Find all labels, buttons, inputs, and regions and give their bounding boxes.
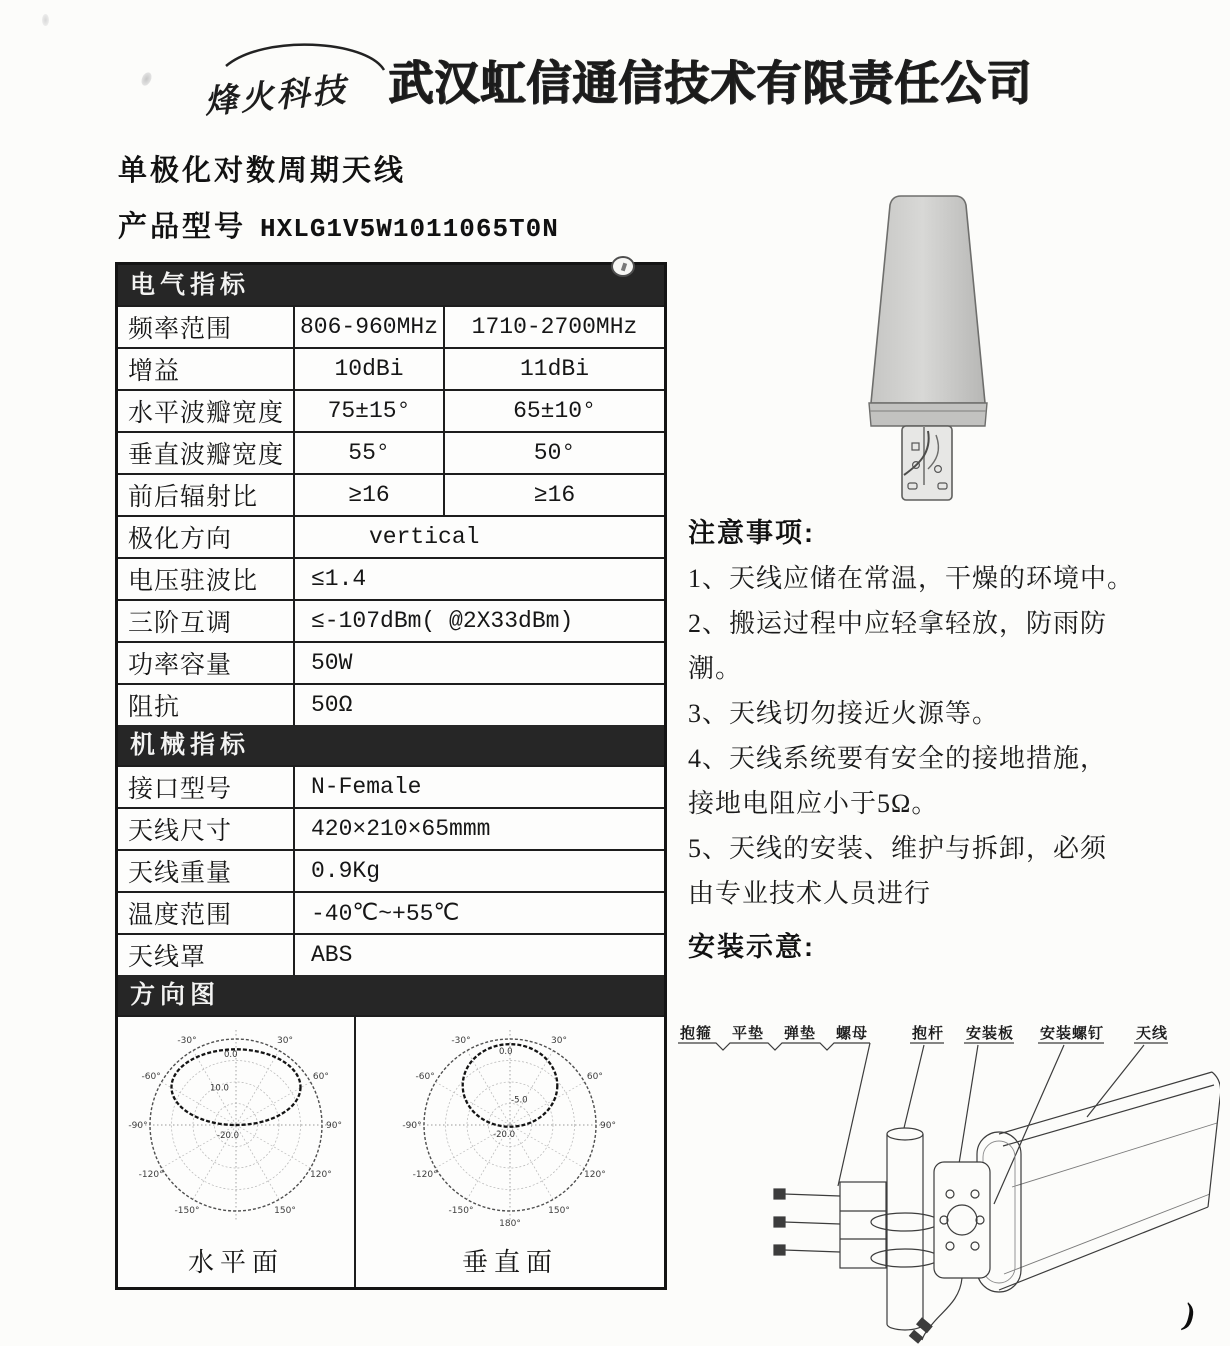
electrical-row <box>118 431 664 473</box>
electrical-row-value: 11dBi <box>443 349 664 389</box>
svg-text:-30°: -30° <box>451 1036 471 1047</box>
model-label: 产品型号 <box>118 211 247 243</box>
note-item: 5、天线的安装、维护与拆卸，必须 由专业技术人员进行 <box>688 834 1108 908</box>
pattern-cell <box>118 1017 354 1287</box>
svg-text:-120°: -120° <box>412 1170 438 1180</box>
svg-text:-20.0: -20.0 <box>493 1130 515 1140</box>
electrical-row <box>118 515 664 557</box>
electrical-row-value: 10dBi <box>293 349 443 389</box>
mechanical-row-label: 天线重量 <box>128 860 233 887</box>
notes-section <box>688 510 1216 970</box>
install-part-label: 天线 <box>1136 1026 1169 1042</box>
mechanical-row <box>118 807 664 849</box>
pattern-cell <box>354 1017 664 1287</box>
svg-text:150°: 150° <box>548 1205 570 1216</box>
note-item: 4、天线系统要有安全的接地措施， 接地电阻应小于5Ω。 <box>688 744 1108 818</box>
mechanical-row <box>118 849 664 891</box>
electrical-section-header: 电气指标 <box>118 265 664 305</box>
electrical-row-value: ≥16 <box>443 475 664 515</box>
mechanical-row-label: 天线罩 <box>128 944 207 971</box>
scan-hole-artifact <box>611 256 635 277</box>
electrical-row <box>118 473 664 515</box>
electrical-row-value: 50Ω <box>293 685 664 725</box>
mechanical-row-value: N-Female <box>293 767 664 807</box>
mechanical-row <box>118 933 664 975</box>
company-logo <box>198 36 398 126</box>
electrical-row <box>118 347 664 389</box>
antenna-product-photo <box>840 185 1050 515</box>
scan-speck <box>139 71 153 87</box>
vertical-plane-pattern-plot <box>393 1021 627 1235</box>
svg-text:-150°: -150° <box>174 1205 200 1216</box>
electrical-row-value: 1710-2700MHz <box>443 307 664 347</box>
mechanical-row-value: -40℃~+55℃ <box>293 893 664 933</box>
electrical-row <box>118 389 664 431</box>
mechanical-row <box>118 765 664 807</box>
electrical-row-value: 55° <box>293 433 443 473</box>
electrical-row-label: 功率容量 <box>128 652 233 679</box>
notes-list <box>688 556 1216 916</box>
svg-text:180°: 180° <box>499 1219 521 1229</box>
pattern-caption: 垂直面 <box>461 1248 558 1277</box>
electrical-row <box>118 683 664 725</box>
pattern-caption: 水平面 <box>187 1248 284 1277</box>
install-part-label: 弹垫 <box>784 1026 817 1042</box>
electrical-row-value: ≤-107dBm( @2X33dBm) <box>293 601 664 641</box>
mechanical-row-value: ABS <box>293 935 664 975</box>
note-item: 2、搬运过程中应轻拿轻放，防雨防 潮。 <box>688 609 1108 683</box>
electrical-row-label: 频率范围 <box>128 316 233 343</box>
install-part-label: 安装板 <box>966 1026 1015 1042</box>
note-item: 3、天线切勿接近火源等。 <box>688 699 1000 728</box>
electrical-row-value: 806-960MHz <box>293 307 443 347</box>
svg-text:90°: 90° <box>600 1121 616 1131</box>
electrical-row-label: 水平波瓣宽度 <box>128 400 285 427</box>
spec-table <box>115 262 667 1290</box>
svg-text:10.0: 10.0 <box>210 1083 229 1094</box>
electrical-row <box>118 599 664 641</box>
note-item: 1、天线应储在常温，干燥的环境中。 <box>688 564 1135 593</box>
mechanical-row-value: 420×210×65mmm <box>293 809 664 849</box>
electrical-row <box>118 305 664 347</box>
scan-speck <box>42 14 49 26</box>
electrical-row-label: 三阶互调 <box>128 610 233 637</box>
mechanical-row-label: 接口型号 <box>128 776 233 803</box>
svg-text:60°: 60° <box>312 1072 329 1082</box>
svg-text:150°: 150° <box>274 1205 296 1216</box>
svg-text:60°: 60° <box>586 1072 603 1082</box>
mechanical-row <box>118 891 664 933</box>
company-name: 武汉虹信通信技术有限责任公司 <box>388 56 1033 110</box>
electrical-row-value: vertical <box>293 517 664 557</box>
mechanical-row-label: 温度范围 <box>128 902 233 929</box>
notes-heading: 注意事项: <box>688 518 815 548</box>
install-part-label: 平垫 <box>732 1026 765 1042</box>
horizontal-plane-pattern-plot <box>119 1021 353 1235</box>
electrical-row-value: 50° <box>443 433 664 473</box>
svg-text:120°: 120° <box>310 1170 332 1180</box>
mechanical-row-value: 0.9Kg <box>293 851 664 891</box>
electrical-row-label: 电压驻波比 <box>128 568 259 595</box>
svg-text:-60°: -60° <box>415 1072 435 1082</box>
product-model-line <box>118 204 559 245</box>
electrical-row-label: 垂直波瓣宽度 <box>128 442 285 469</box>
radome-rim <box>869 403 987 426</box>
svg-text:-20.0: -20.0 <box>217 1131 239 1141</box>
svg-text:-150°: -150° <box>448 1205 474 1216</box>
electrical-row-label: 极化方向 <box>128 526 233 553</box>
svg-text:90°: 90° <box>326 1121 342 1131</box>
svg-text:-30°: -30° <box>177 1036 197 1047</box>
install-part-label: 螺母 <box>836 1026 869 1042</box>
electrical-row-value: 50W <box>293 643 664 683</box>
electrical-row <box>118 641 664 683</box>
svg-text:-90°: -90° <box>128 1121 148 1131</box>
electrical-row-label: 阻抗 <box>128 694 181 721</box>
svg-text:120°: 120° <box>584 1170 606 1180</box>
mechanical-section-header: 机械指标 <box>118 725 664 765</box>
electrical-row-label: 增益 <box>128 358 181 385</box>
electrical-row-value: ≤1.4 <box>293 559 664 599</box>
model-value: HXLG1V5W1011065T0N <box>260 214 559 244</box>
page-title: 单极化对数周期天线 <box>118 155 407 187</box>
svg-text:30°: 30° <box>277 1036 293 1047</box>
install-heading: 安装示意: <box>688 932 815 962</box>
svg-text:-5.0: -5.0 <box>511 1095 528 1106</box>
mechanical-row-label: 天线尺寸 <box>128 818 233 845</box>
svg-text:0.0: 0.0 <box>499 1047 513 1057</box>
electrical-row-label: 前后辐射比 <box>128 484 259 511</box>
install-part-label: 抱杆 <box>912 1026 945 1042</box>
install-part-label: 抱箍 <box>680 1026 713 1042</box>
electrical-row-value: ≥16 <box>293 475 443 515</box>
scan-corner-mark: ) <box>1179 1295 1199 1333</box>
svg-text:30°: 30° <box>551 1036 567 1047</box>
electrical-row-value: 75±15° <box>293 391 443 431</box>
svg-text:-120°: -120° <box>138 1170 164 1180</box>
svg-text:-90°: -90° <box>402 1121 422 1131</box>
pattern-section-header: 方向图 <box>118 975 664 1015</box>
install-part-label: 安装螺钉 <box>1040 1026 1105 1042</box>
electrical-row <box>118 557 664 599</box>
logo-text: 烽火科技 <box>203 72 350 122</box>
svg-text:-60°: -60° <box>141 1072 161 1082</box>
pattern-row <box>118 1015 664 1287</box>
electrical-row-value: 65±10° <box>443 391 664 431</box>
installation-diagram <box>672 1022 1220 1346</box>
radome <box>871 196 985 403</box>
svg-text:0.0: 0.0 <box>224 1050 238 1060</box>
